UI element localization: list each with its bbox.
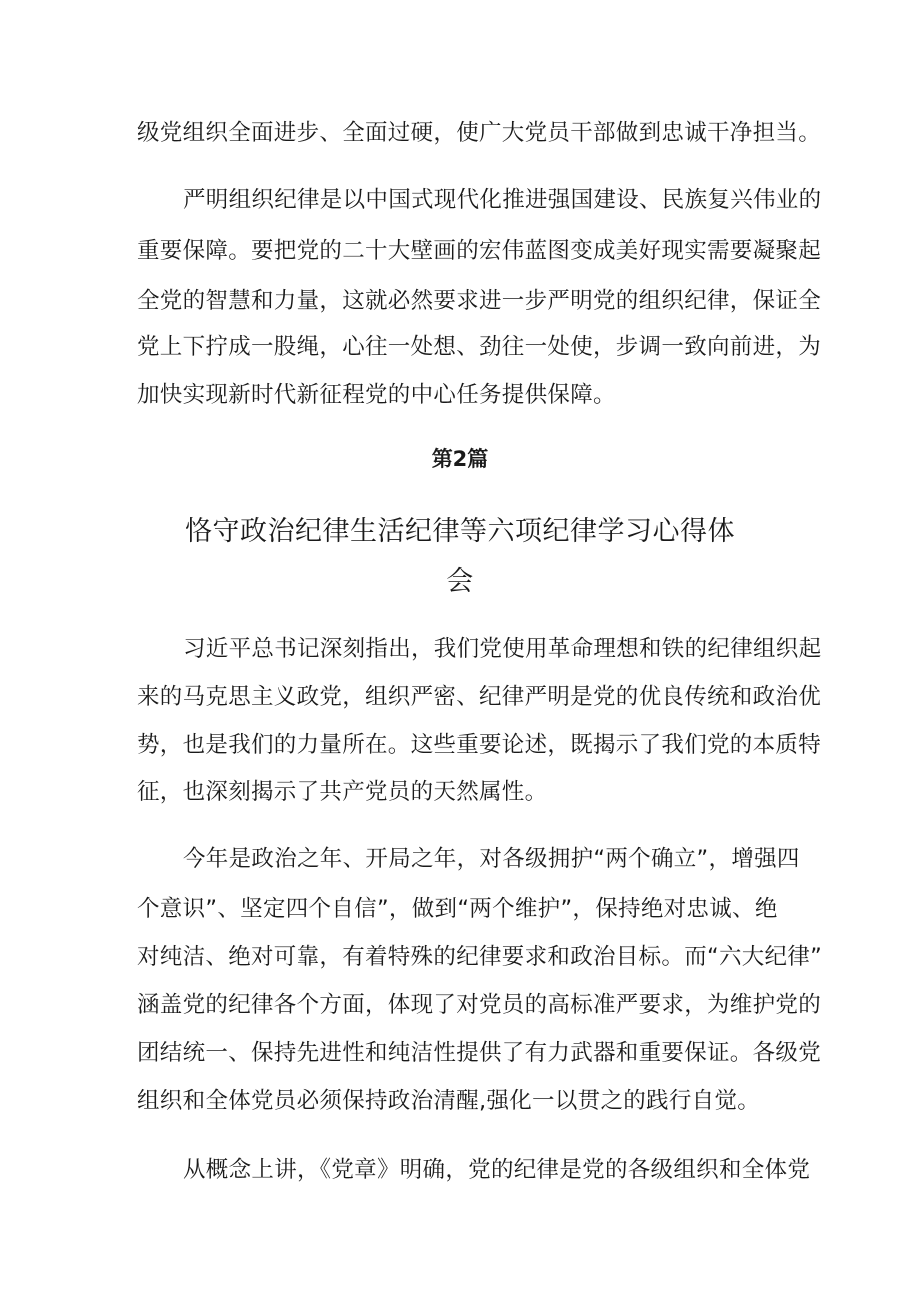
section-title-line-1: 恪守政治纪律生活纪律等六项纪律学习心得体	[185, 516, 735, 547]
paragraph-line: 今年是政治之年、开局之年，对各级拥护“两个确立”，增强四	[183, 846, 800, 872]
paragraph-line: 习近平总书记深刻指出，我们党使用革命理想和铁的纪律组织起	[183, 636, 822, 662]
paragraph-line: 征，也深刻揭示了共产党员的天然属性。	[137, 779, 548, 805]
paragraph-line: 组织和全体党员必须保持政治清醒,强化一以贯之的践行自觉。	[137, 1088, 761, 1114]
paragraph-line: 团结统一、保持先进性和纯洁性提供了有力武器和重要保证。各级党	[137, 1040, 822, 1066]
paragraph-line: 全党的智慧和力量，这就必然要求进一步严明党的组织纪律，保证全	[137, 288, 822, 314]
paragraph-line: 对纯洁、绝对可靠，有着特殊的纪律要求和政治目标。而“六大纪律”	[137, 944, 823, 970]
paragraph-line: 来的马克思主义政党，组织严密、纪律严明是党的优良传统和政治优	[137, 684, 822, 710]
paragraph-line: 涵盖党的纪律各个方面，体现了对党员的高标准严要求，为维护党的	[137, 992, 822, 1018]
paragraph-line: 加快实现新时代新征程党的中心任务提供保障。	[137, 382, 616, 408]
paragraph-line: 势，也是我们的力量所在。这些重要论述，既揭示了我们党的本质特	[137, 732, 822, 758]
paragraph-line: 党上下拧成一股绳，心往一处想、劲往一处使，步调一致向前进，为	[137, 334, 822, 360]
paragraph-line: 严明组织纪律是以中国式现代化推进强国建设、民族复兴伟业的	[183, 187, 822, 213]
paragraph-line: 从概念上讲，《党章》明确，党的纪律是党的各级组织和全体党	[183, 1157, 811, 1183]
paragraph-line: 级党组织全面进步、全面过硬，使广大党员干部做到忠诚干净担当。	[137, 120, 822, 146]
section-label: 第2篇	[431, 447, 489, 471]
paragraph-line: 个意识”、坚定四个自信”，做到“两个维护”，保持绝对忠诚、绝	[137, 896, 778, 922]
paragraph-line: 重要保障。要把党的二十大壁画的宏伟蓝图变成美好现实需要凝聚起	[137, 238, 822, 264]
section-title-line-2: 会	[446, 566, 474, 597]
